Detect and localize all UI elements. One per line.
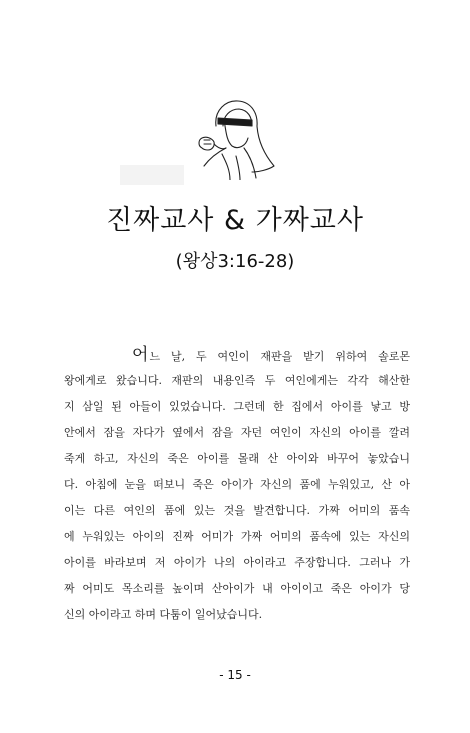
body-line: 아이를 바라보며 저 아이가 나의 아이라고 주장합니다. 그러나 가	[64, 556, 410, 569]
faint-smudge	[120, 165, 184, 185]
body-line-text: 느 날, 두 여인이 재판을 받기 위하여 솔로몬	[149, 350, 410, 363]
body-line: 신의 아이라고 하며 다툼이 일어났습니다.	[64, 608, 263, 621]
body-line: 짜 어미도 목소리를 높이며 산아이가 내 아이이고 죽은 아이가 당	[64, 582, 410, 595]
page-title: 진짜교사 & 가짜교사	[106, 205, 364, 236]
body-line: 안에서 잠을 자다가 옆에서 잠을 자던 여인이 자신의 아이를 깔려	[64, 426, 410, 439]
body-line	[64, 342, 410, 368]
hooded-figure-sketch-icon	[196, 96, 278, 180]
scripture-reference: (왕상3:16-28)	[175, 251, 295, 272]
body-line: 이는 다른 여인의 품에 있는 것을 발견합니다. 가짜 어미의 품속	[64, 504, 410, 517]
body-paragraph	[64, 342, 410, 628]
body-line: 에 누워있는 아이의 진짜 어미가 가짜 어미의 품속에 있는 자신의	[64, 530, 410, 543]
body-line: 죽게 하고, 자신의 죽은 아이를 몰래 산 아이와 바꾸어 놓았습니	[64, 452, 410, 465]
drop-cap: 어	[132, 345, 149, 365]
body-line: 왕에게로 왔습니다. 재판의 내용인즉 두 여인에게는 각각 해산한	[64, 374, 410, 387]
body-line: 다. 아침에 눈을 떠보니 죽은 아이가 자신의 품에 누워있고, 산 아	[64, 478, 410, 491]
page-number: - 15 -	[219, 668, 251, 682]
body-line: 지 삼일 된 아들이 있었습니다. 그런데 한 집에서 아이를 낳고 방	[64, 400, 410, 413]
